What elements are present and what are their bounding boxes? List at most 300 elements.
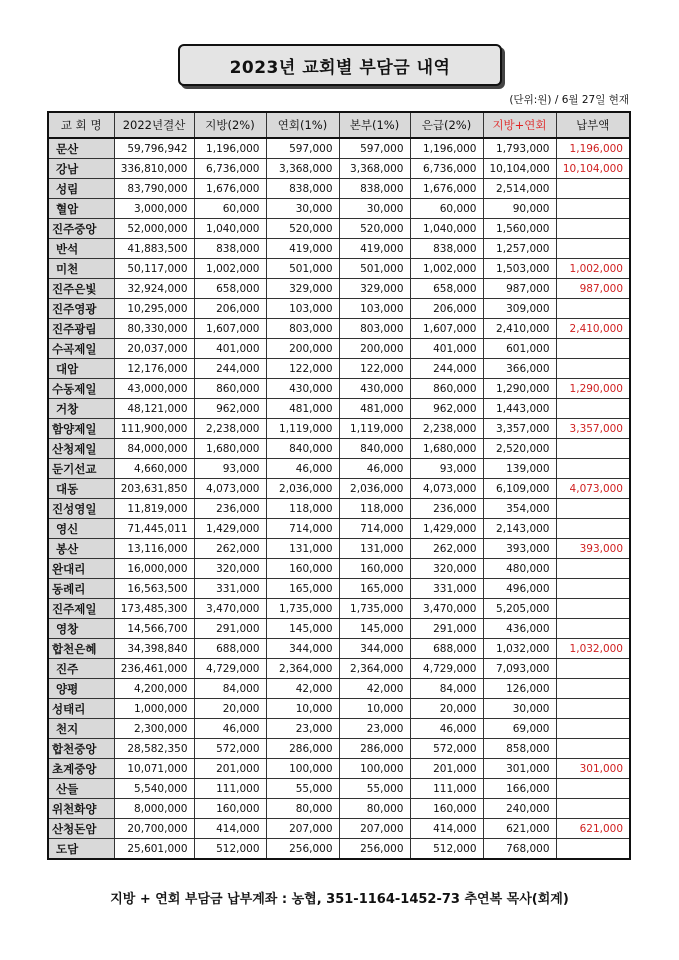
cell-church-name [48, 279, 114, 299]
cell-settlement: 111,900,000 [114, 419, 194, 439]
church-name-text: 진주광림 [52, 321, 97, 336]
cell-headquarters: 419,000 [339, 239, 410, 259]
cell-pension: 46,000 [410, 719, 483, 739]
cell-district-plus-conference: 2,410,000 [483, 319, 556, 339]
cell-conference: 838,000 [266, 179, 339, 199]
cell-settlement: 48,121,000 [114, 399, 194, 419]
cell-district: 4,073,000 [194, 479, 266, 499]
cell-headquarters: 1,735,000 [339, 599, 410, 619]
cell-settlement: 3,000,000 [114, 199, 194, 219]
cell-conference: 286,000 [266, 739, 339, 759]
cell-paid: 1,032,000 [556, 639, 630, 659]
cell-headquarters: 80,000 [339, 799, 410, 819]
cell-district: 331,000 [194, 579, 266, 599]
cell-district: 688,000 [194, 639, 266, 659]
cell-church-name [48, 359, 114, 379]
cell-pension: 60,000 [410, 199, 483, 219]
cell-district-plus-conference: 7,093,000 [483, 659, 556, 679]
cell-headquarters: 2,036,000 [339, 479, 410, 499]
cell-settlement: 80,330,000 [114, 319, 194, 339]
table-body [48, 138, 630, 859]
cell-district-plus-conference: 1,443,000 [483, 399, 556, 419]
cell-district-plus-conference: 2,520,000 [483, 439, 556, 459]
church-name-text: 합천중앙 [52, 741, 97, 756]
church-name-text: 성림 [56, 181, 79, 196]
cell-district: 572,000 [194, 739, 266, 759]
cell-church-name [48, 719, 114, 739]
cell-settlement: 41,883,500 [114, 239, 194, 259]
cell-district: 291,000 [194, 619, 266, 639]
cell-conference: 10,000 [266, 699, 339, 719]
header-settlement: 2022년결산 [114, 112, 194, 138]
cell-district: 4,729,000 [194, 659, 266, 679]
cell-paid [556, 719, 630, 739]
cell-pension: 291,000 [410, 619, 483, 639]
cell-settlement: 50,117,000 [114, 259, 194, 279]
cell-conference: 145,000 [266, 619, 339, 639]
cell-district-plus-conference: 1,503,000 [483, 259, 556, 279]
cell-church-name [48, 239, 114, 259]
cell-district-plus-conference: 6,109,000 [483, 479, 556, 499]
cell-district-plus-conference: 1,032,000 [483, 639, 556, 659]
church-name-text: 영창 [56, 621, 79, 636]
cell-paid: 987,000 [556, 279, 630, 299]
cell-pension: 401,000 [410, 339, 483, 359]
cell-pension: 860,000 [410, 379, 483, 399]
cell-pension: 414,000 [410, 819, 483, 839]
table-row [48, 239, 630, 259]
cell-conference: 46,000 [266, 459, 339, 479]
cell-conference: 207,000 [266, 819, 339, 839]
cell-conference: 3,368,000 [266, 159, 339, 179]
cell-headquarters: 10,000 [339, 699, 410, 719]
cell-conference: 200,000 [266, 339, 339, 359]
cell-paid [556, 219, 630, 239]
cell-paid [556, 579, 630, 599]
cell-district: 512,000 [194, 839, 266, 860]
church-name-text: 도담 [56, 841, 79, 856]
table-row [48, 719, 630, 739]
cell-church-name [48, 659, 114, 679]
cell-headquarters: 838,000 [339, 179, 410, 199]
cell-pension: 572,000 [410, 739, 483, 759]
table-row [48, 319, 630, 339]
church-name-text: 산청돈암 [52, 821, 97, 836]
cell-district-plus-conference: 496,000 [483, 579, 556, 599]
cell-paid [556, 299, 630, 319]
cell-pension: 244,000 [410, 359, 483, 379]
cell-church-name [48, 479, 114, 499]
cell-pension: 20,000 [410, 699, 483, 719]
cell-church-name [48, 779, 114, 799]
cell-headquarters: 165,000 [339, 579, 410, 599]
cell-district: 401,000 [194, 339, 266, 359]
document-title: 2023년 교회별 부담금 내역 [178, 44, 502, 86]
church-name-text: 동례리 [52, 581, 86, 596]
cell-church-name [48, 519, 114, 539]
cell-headquarters: 131,000 [339, 539, 410, 559]
table-row [48, 679, 630, 699]
cell-pension: 512,000 [410, 839, 483, 860]
table-header-row [48, 112, 630, 138]
cell-paid [556, 599, 630, 619]
cell-conference: 419,000 [266, 239, 339, 259]
cell-district: 262,000 [194, 539, 266, 559]
cell-district-plus-conference: 5,205,000 [483, 599, 556, 619]
cell-headquarters: 118,000 [339, 499, 410, 519]
cell-settlement: 10,071,000 [114, 759, 194, 779]
cell-settlement: 32,924,000 [114, 279, 194, 299]
cell-district-plus-conference: 366,000 [483, 359, 556, 379]
cell-district: 1,429,000 [194, 519, 266, 539]
cell-district-plus-conference: 354,000 [483, 499, 556, 519]
table-row [48, 839, 630, 860]
table-row [48, 499, 630, 519]
cell-pension: 1,196,000 [410, 138, 483, 159]
church-name-text: 진성영일 [52, 501, 97, 516]
cell-settlement: 236,461,000 [114, 659, 194, 679]
cell-district-plus-conference: 3,357,000 [483, 419, 556, 439]
cell-settlement: 43,000,000 [114, 379, 194, 399]
church-name-text: 영신 [56, 521, 79, 536]
cell-paid [556, 799, 630, 819]
cell-paid [556, 499, 630, 519]
church-name-text: 산청제일 [52, 441, 97, 456]
church-name-text: 거창 [56, 401, 79, 416]
cell-headquarters: 286,000 [339, 739, 410, 759]
cell-conference: 1,735,000 [266, 599, 339, 619]
table-row [48, 379, 630, 399]
cell-conference: 256,000 [266, 839, 339, 860]
cell-district-plus-conference: 768,000 [483, 839, 556, 860]
cell-district-plus-conference: 69,000 [483, 719, 556, 739]
cell-church-name [48, 259, 114, 279]
cell-settlement: 16,563,500 [114, 579, 194, 599]
table-row [48, 519, 630, 539]
cell-settlement: 13,116,000 [114, 539, 194, 559]
cell-conference: 23,000 [266, 719, 339, 739]
church-name-text: 진주영광 [52, 301, 97, 316]
table-row [48, 639, 630, 659]
cell-district-plus-conference: 621,000 [483, 819, 556, 839]
cell-district-plus-conference: 1,560,000 [483, 219, 556, 239]
table-row [48, 819, 630, 839]
cell-church-name [48, 379, 114, 399]
cell-conference: 2,364,000 [266, 659, 339, 679]
cell-headquarters: 160,000 [339, 559, 410, 579]
cell-district: 244,000 [194, 359, 266, 379]
cell-conference: 165,000 [266, 579, 339, 599]
cell-district-plus-conference: 30,000 [483, 699, 556, 719]
cell-paid [556, 699, 630, 719]
church-name-text: 반석 [56, 241, 79, 256]
cell-conference: 100,000 [266, 759, 339, 779]
cell-settlement: 83,790,000 [114, 179, 194, 199]
cell-church-name [48, 439, 114, 459]
cell-pension: 201,000 [410, 759, 483, 779]
cell-paid [556, 559, 630, 579]
cell-headquarters: 481,000 [339, 399, 410, 419]
cell-district: 414,000 [194, 819, 266, 839]
header-church-name: 교 회 명 [48, 112, 114, 138]
cell-conference: 2,036,000 [266, 479, 339, 499]
cell-paid: 301,000 [556, 759, 630, 779]
cell-district: 60,000 [194, 199, 266, 219]
cell-district: 1,680,000 [194, 439, 266, 459]
cell-headquarters: 55,000 [339, 779, 410, 799]
church-name-text: 대암 [56, 361, 79, 376]
cell-pension: 160,000 [410, 799, 483, 819]
cell-pension: 3,470,000 [410, 599, 483, 619]
cell-headquarters: 2,364,000 [339, 659, 410, 679]
cell-conference: 840,000 [266, 439, 339, 459]
cell-district: 201,000 [194, 759, 266, 779]
church-name-text: 진주은빛 [52, 281, 97, 296]
cell-church-name [48, 579, 114, 599]
cell-district: 3,470,000 [194, 599, 266, 619]
cell-headquarters: 145,000 [339, 619, 410, 639]
cell-conference: 122,000 [266, 359, 339, 379]
header-district: 지방(2%) [194, 112, 266, 138]
cell-district-plus-conference: 2,514,000 [483, 179, 556, 199]
cell-settlement: 16,000,000 [114, 559, 194, 579]
cell-paid [556, 199, 630, 219]
cell-headquarters: 597,000 [339, 138, 410, 159]
cell-paid: 3,357,000 [556, 419, 630, 439]
cell-conference: 597,000 [266, 138, 339, 159]
church-name-text: 둔기선교 [52, 461, 97, 476]
cell-paid [556, 439, 630, 459]
cell-district: 962,000 [194, 399, 266, 419]
table-row [48, 699, 630, 719]
table-row [48, 339, 630, 359]
cell-church-name [48, 199, 114, 219]
cell-district-plus-conference: 1,290,000 [483, 379, 556, 399]
cell-conference: 344,000 [266, 639, 339, 659]
cell-settlement: 52,000,000 [114, 219, 194, 239]
cell-settlement: 71,445,011 [114, 519, 194, 539]
cell-church-name [48, 679, 114, 699]
cell-headquarters: 23,000 [339, 719, 410, 739]
cell-settlement: 20,037,000 [114, 339, 194, 359]
table-row [48, 159, 630, 179]
header-paid: 납부액 [556, 112, 630, 138]
cell-district: 1,676,000 [194, 179, 266, 199]
table-row [48, 799, 630, 819]
cell-paid [556, 679, 630, 699]
cell-pension: 262,000 [410, 539, 483, 559]
cell-settlement: 1,000,000 [114, 699, 194, 719]
cell-conference: 1,119,000 [266, 419, 339, 439]
table-row [48, 779, 630, 799]
cell-paid: 10,104,000 [556, 159, 630, 179]
cell-church-name [48, 599, 114, 619]
cell-district-plus-conference: 139,000 [483, 459, 556, 479]
cell-district-plus-conference: 10,104,000 [483, 159, 556, 179]
table-row [48, 759, 630, 779]
cell-paid: 2,410,000 [556, 319, 630, 339]
church-name-text: 진주 [56, 661, 79, 676]
cell-pension: 2,238,000 [410, 419, 483, 439]
cell-headquarters: 122,000 [339, 359, 410, 379]
cell-conference: 118,000 [266, 499, 339, 519]
cell-conference: 481,000 [266, 399, 339, 419]
church-name-text: 대동 [56, 481, 79, 496]
cell-headquarters: 103,000 [339, 299, 410, 319]
unit-note: (단위:원) / 6월 27일 현재 [509, 94, 629, 106]
table-row [48, 619, 630, 639]
cell-church-name [48, 179, 114, 199]
cell-paid [556, 659, 630, 679]
cell-headquarters: 3,368,000 [339, 159, 410, 179]
table-row [48, 199, 630, 219]
payment-account-note: 지방 + 연회 부담금 납부계좌 : 농협, 351-1164-1452-73 추연복 목사(회계) [110, 892, 569, 907]
cell-settlement: 10,295,000 [114, 299, 194, 319]
cell-paid [556, 179, 630, 199]
cell-church-name [48, 319, 114, 339]
cell-settlement: 5,540,000 [114, 779, 194, 799]
cell-pension: 688,000 [410, 639, 483, 659]
cell-paid [556, 839, 630, 860]
church-name-text: 수곡제일 [52, 341, 97, 356]
cell-church-name [48, 138, 114, 159]
cell-conference: 55,000 [266, 779, 339, 799]
table-row [48, 138, 630, 159]
cell-district-plus-conference: 240,000 [483, 799, 556, 819]
cell-headquarters: 520,000 [339, 219, 410, 239]
cell-settlement: 25,601,000 [114, 839, 194, 860]
cell-pension: 1,607,000 [410, 319, 483, 339]
cell-conference: 42,000 [266, 679, 339, 699]
church-name-text: 진주중앙 [52, 221, 97, 236]
cell-district: 206,000 [194, 299, 266, 319]
cell-pension: 1,676,000 [410, 179, 483, 199]
cell-district: 658,000 [194, 279, 266, 299]
cell-headquarters: 207,000 [339, 819, 410, 839]
cell-district-plus-conference: 480,000 [483, 559, 556, 579]
cell-settlement: 4,660,000 [114, 459, 194, 479]
cell-pension: 658,000 [410, 279, 483, 299]
cell-church-name [48, 159, 114, 179]
church-name-text: 수동제일 [52, 381, 97, 396]
cell-conference: 160,000 [266, 559, 339, 579]
cell-district-plus-conference: 436,000 [483, 619, 556, 639]
cell-district-plus-conference: 166,000 [483, 779, 556, 799]
cell-district-plus-conference: 90,000 [483, 199, 556, 219]
cell-conference: 131,000 [266, 539, 339, 559]
cell-pension: 1,680,000 [410, 439, 483, 459]
cell-pension: 236,000 [410, 499, 483, 519]
cell-pension: 331,000 [410, 579, 483, 599]
cell-headquarters: 501,000 [339, 259, 410, 279]
cell-conference: 803,000 [266, 319, 339, 339]
cell-headquarters: 329,000 [339, 279, 410, 299]
table-row [48, 439, 630, 459]
cell-settlement: 28,582,350 [114, 739, 194, 759]
table-row [48, 579, 630, 599]
church-name-text: 봉산 [56, 541, 79, 556]
church-name-text: 양평 [56, 681, 79, 696]
cell-headquarters: 42,000 [339, 679, 410, 699]
cell-district-plus-conference: 301,000 [483, 759, 556, 779]
cell-district-plus-conference: 1,257,000 [483, 239, 556, 259]
cell-settlement: 34,398,840 [114, 639, 194, 659]
church-name-text: 진주제일 [52, 601, 97, 616]
cell-conference: 714,000 [266, 519, 339, 539]
cell-paid: 1,002,000 [556, 259, 630, 279]
cell-headquarters: 714,000 [339, 519, 410, 539]
header-headquarters: 본부(1%) [339, 112, 410, 138]
table-row [48, 599, 630, 619]
cell-pension: 93,000 [410, 459, 483, 479]
table-row [48, 359, 630, 379]
cell-headquarters: 1,119,000 [339, 419, 410, 439]
cell-headquarters: 344,000 [339, 639, 410, 659]
cell-district: 860,000 [194, 379, 266, 399]
cell-settlement: 336,810,000 [114, 159, 194, 179]
cell-district-plus-conference: 601,000 [483, 339, 556, 359]
table-row [48, 219, 630, 239]
cell-church-name [48, 299, 114, 319]
cell-paid [556, 339, 630, 359]
cell-pension: 320,000 [410, 559, 483, 579]
cell-settlement: 20,700,000 [114, 819, 194, 839]
cell-settlement: 173,485,300 [114, 599, 194, 619]
cell-pension: 1,429,000 [410, 519, 483, 539]
cell-paid [556, 239, 630, 259]
church-name-text: 미천 [56, 261, 79, 276]
cell-district-plus-conference: 393,000 [483, 539, 556, 559]
table-row [48, 179, 630, 199]
cell-district-plus-conference: 1,793,000 [483, 138, 556, 159]
cell-conference: 501,000 [266, 259, 339, 279]
cell-headquarters: 100,000 [339, 759, 410, 779]
cell-pension: 838,000 [410, 239, 483, 259]
cell-pension: 84,000 [410, 679, 483, 699]
cell-conference: 80,000 [266, 799, 339, 819]
cell-headquarters: 30,000 [339, 199, 410, 219]
cell-paid [556, 359, 630, 379]
cell-paid: 1,196,000 [556, 138, 630, 159]
cell-church-name [48, 559, 114, 579]
cell-church-name [48, 399, 114, 419]
cell-district: 838,000 [194, 239, 266, 259]
cell-district: 111,000 [194, 779, 266, 799]
church-name-text: 산들 [56, 781, 79, 796]
cell-settlement: 11,819,000 [114, 499, 194, 519]
cell-pension: 111,000 [410, 779, 483, 799]
table-row [48, 479, 630, 499]
table-row [48, 539, 630, 559]
cell-settlement: 14,566,700 [114, 619, 194, 639]
cell-pension: 962,000 [410, 399, 483, 419]
cell-district: 236,000 [194, 499, 266, 519]
header-district-plus-conference: 지방+연회 [483, 112, 556, 138]
cell-pension: 1,040,000 [410, 219, 483, 239]
church-name-text: 혈암 [56, 201, 79, 216]
cell-district-plus-conference: 858,000 [483, 739, 556, 759]
cell-settlement: 2,300,000 [114, 719, 194, 739]
church-name-text: 천지 [56, 721, 79, 736]
table-row [48, 659, 630, 679]
table-row [48, 259, 630, 279]
cell-district: 6,736,000 [194, 159, 266, 179]
cell-church-name [48, 839, 114, 860]
cell-pension: 1,002,000 [410, 259, 483, 279]
cell-paid: 4,073,000 [556, 479, 630, 499]
contribution-table [47, 111, 631, 860]
church-name-text: 완대리 [52, 561, 86, 576]
